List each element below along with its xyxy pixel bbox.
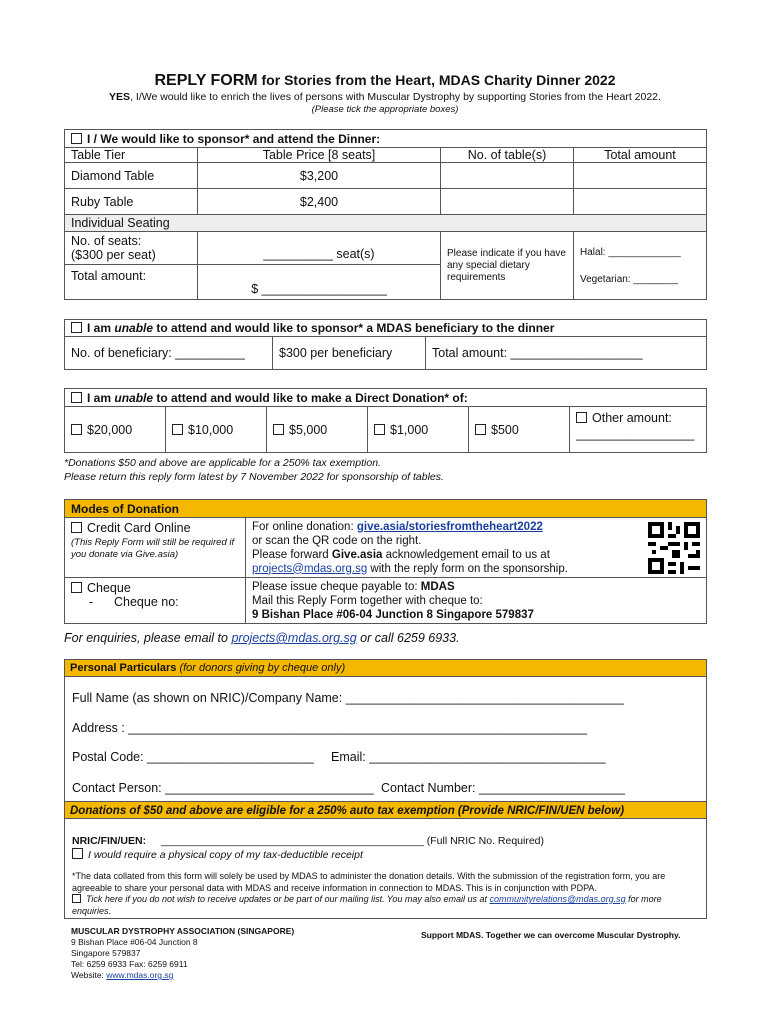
amount-other[interactable]: Other amount: _________________ [570,407,707,453]
tick-note: (Please tick the appropriate boxes) [311,104,459,115]
pdpa-notice: *The data collated from this form will solely be used by MDAS to administer the donation details. With the submission of the registration form, you are agreeable to share your personal data with MDAS and receive information in connection to MDAS. This is in conjunction with PDPA. Tick here if you do not wish to receive updates or be part of our mailing list. You may also email us at communityrelations@mdas.org.sg for more enquiries. [72,871,697,917]
beneficiary-checkbox[interactable] [71,322,82,333]
enquiry-email-link[interactable]: projects@mdas.org.sg [231,631,357,645]
cheque-instructions: Please issue cheque payable to: MDAS Mail this Reply Form together with cheque to: 9 Bishan Place #06-04 Junction 8 Singapore 579837 [246,578,707,624]
tax-banner: Donations of $50 and above are eligible for a 250% auto tax exemption (Provide NRIC/FIN/UEN below) [65,801,706,819]
enquiry-line: For enquiries, please email to projects@mdas.org.sg or call 6259 6933. [64,631,460,645]
amount-10000[interactable]: $10,000 [166,407,267,453]
dietary-options [574,232,707,300]
footer-tagline: Support MDAS. Together we can overcome Muscular Dystrophy. [421,930,681,940]
modes-heading: Modes of Donation [65,500,707,518]
contact-person-field[interactable]: Contact Person: ______________________________ [72,781,374,795]
postal-code-field[interactable]: Postal Code: ________________________ [72,750,314,764]
give-asia-link[interactable]: give.asia/storiesfromtheheart2022 [356,520,543,533]
address-field[interactable]: Address : __________________________________________________________________ [72,721,588,735]
individual-seating-label: Individual Seating [65,215,707,232]
amount-500[interactable]: $500 [469,407,570,453]
ruby-tables-input[interactable] [441,189,574,215]
total-label: Total amount: [65,265,198,300]
amount-5000[interactable]: $5,000 [267,407,368,453]
beneficiary-table [64,319,707,370]
halal-field[interactable]: Halal: _____________ [580,246,681,258]
ruby-total-input[interactable] [574,189,707,215]
amount-1000[interactable]: $1,000 [368,407,469,453]
personal-particulars-box [64,659,707,919]
dietary-note: Please indicate if you have any special dietary requirements [441,232,574,300]
sponsor-table [64,129,707,300]
donation-table [64,388,707,453]
email-field[interactable]: Email: __________________________________ [331,750,606,764]
col-tier: Table Tier [65,148,198,163]
col-price: Table Price [8 seats] [198,148,441,163]
diamond-total-input[interactable] [574,163,707,189]
vegetarian-field[interactable]: Vegetarian: ________ [580,273,678,285]
sponsor-checkbox[interactable] [71,133,82,144]
seats-label: No. of seats: ($300 per seat) [65,232,198,265]
beneficiary-rate: $300 per beneficiary [273,337,426,370]
mailing-optout[interactable]: Tick here if you do not wish to receive updates or be part of our mailing list. You may also email us at communityrelations@mdas.org.sg for more enquiries. [72,894,662,916]
diamond-tables-input[interactable] [441,163,574,189]
price-ruby: $2,400 [198,189,441,215]
beneficiary-total-field[interactable]: Total amount: ___________________ [426,337,707,370]
nric-row: NRIC/FIN/UEN: _____________________________________________ (Full NRIC No. Required) [72,835,545,847]
tier-ruby: Ruby Table [65,189,198,215]
seats-field[interactable]: __________ seat(s) [198,232,441,265]
beneficiary-count-field[interactable]: No. of beneficiary: __________ [65,337,273,370]
projects-email-link[interactable]: projects@mdas.org.sg [252,562,368,575]
cheque-option[interactable]: Cheque - Cheque no: [65,578,246,624]
footer-address: MUSCULAR DYSTROPHY ASSOCIATION (SINGAPORE) 9 Bishan Place #06-04 Junction 8 Singapore 579837 Tel: 6259 6933 Fax: 6259 6911 Website: www.mdas.org.sg [71,926,295,980]
personal-heading: Personal Particulars (for donors giving by cheque only) [65,660,706,677]
contact-number-field[interactable]: Contact Number: _____________________ [381,781,625,795]
credit-card-option[interactable]: Credit Card Online (This Reply Form will still be required if you donate via Give.asia) [65,518,246,578]
tier-diamond: Diamond Table [65,163,198,189]
qr-code-icon[interactable] [648,522,700,574]
amount-20000[interactable]: $20,000 [65,407,166,453]
nric-field[interactable]: _____________________________________________ [161,835,424,847]
cheque-no-field[interactable]: - Cheque no: [89,595,179,609]
col-total: Total amount [574,148,707,163]
community-email-link[interactable]: communityrelations@mdas.org.sg [489,894,626,904]
intro-text: YES, I/We would like to enrich the lives of persons with Muscular Dystrophy by supporting Stories from the Heart 2022. [109,91,661,103]
donation-checkbox[interactable] [71,392,82,403]
modes-table [64,499,707,624]
online-instructions: For online donation: give.asia/storiesfromtheheart2022 or scan the QR code on the right. Please forward Give.asia acknowledgement email to us at projects@mdas.org.sg with the reply form on the sponsorship. [246,518,707,578]
beneficiary-heading: I am unable to attend and would like to sponsor* a MDAS beneficiary to the dinner [65,320,707,337]
deadline-note: Please return this reply form latest by 7 November 2022 for sponsorship of tables. [64,471,444,483]
website-link[interactable]: www.mdas.org.sg [106,970,174,980]
full-name-field[interactable]: Full Name (as shown on NRIC)/Company Name: ________________________________________ [72,691,624,705]
receipt-option[interactable]: I would require a physical copy of my tax-deductible receipt [72,848,363,861]
form-title: REPLY FORM for Stories from the Heart, MDAS Charity Dinner 2022 [154,72,616,89]
donation-heading: I am unable to attend and would like to make a Direct Donation* of: [65,389,707,407]
price-diamond: $3,200 [198,163,441,189]
col-tables: No. of table(s) [441,148,574,163]
sponsor-heading: I / We would like to sponsor* and attend the Dinner: [65,130,707,148]
seats-total-field[interactable]: $ __________________ [198,265,441,300]
tax-note: *Donations $50 and above are applicable for a 250% tax exemption. [64,457,381,469]
